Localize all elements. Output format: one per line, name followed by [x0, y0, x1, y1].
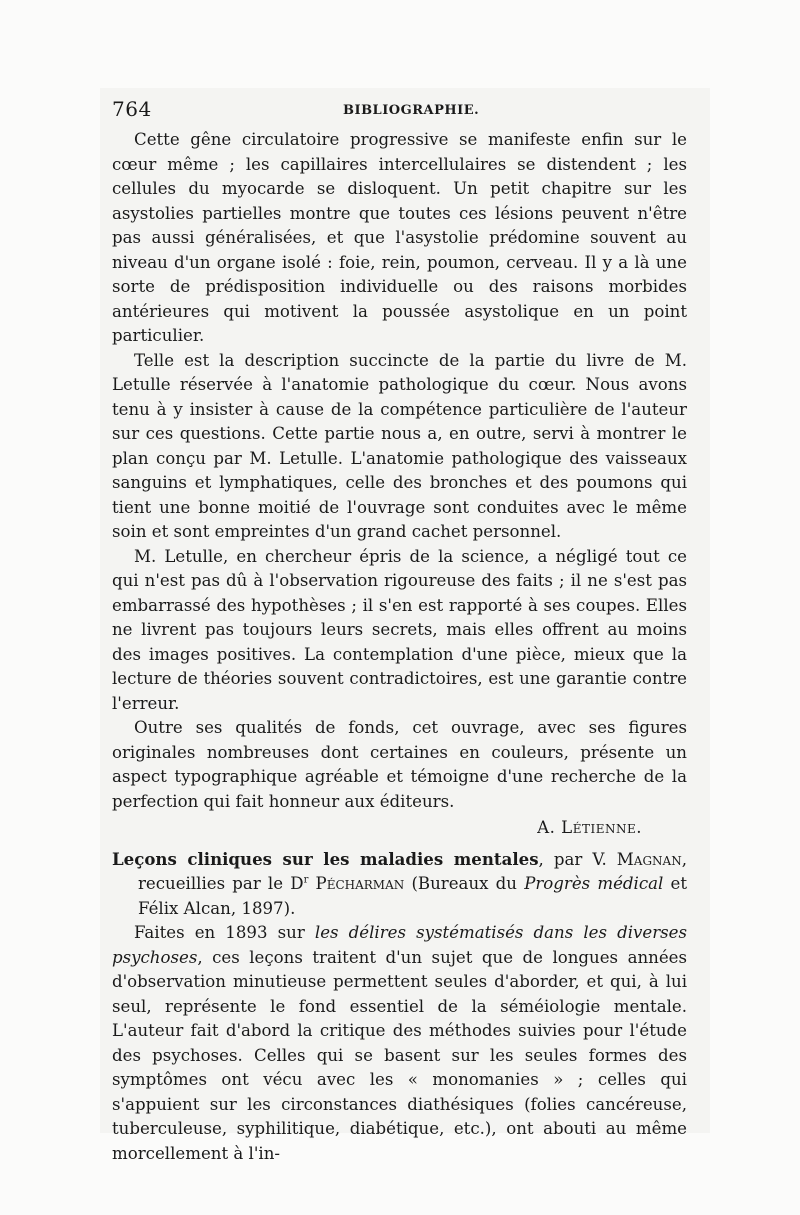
review-signature [112, 816, 687, 841]
entry-author: Magnan [616, 849, 682, 869]
paragraph-2: Telle est la description succincte de la partie du livre de M. Letulle réservée à l'anatomie pathologique du cœur. Nous avons tenu à y insister à cause de la compétence particulière de l'auteur sur ces questions. Cette partie nous a, en outre, servi à montrer le plan conçu par M. Letulle. L'anatomie pathologique des vaisseaux sanguins et lymphatiques, celle des bronches et des poumons qui tient une bonne moitié de l'ouvrage sont conduites avec le même soin et sont empreintes d'un grand cachet personnel. [112, 350, 687, 541]
paragraph-4: Outre ses qualités de fonds, cet ouvrage, avec ses figures originales nombreuses dont certaines en couleurs, présente un aspect typographique agréable et témoigne d'une recherche de la perfection qui fait honneur aux éditeurs. [112, 718, 687, 811]
running-head: BIBLIOGRAPHIE. [343, 103, 480, 118]
entry-para-start: Faites en 1893 sur [134, 923, 315, 942]
body-text [112, 128, 687, 1166]
page-header [112, 97, 687, 123]
entry-editor: Pécharman [315, 874, 405, 893]
entry-journal: Progrès médical [524, 874, 664, 893]
entry-text-bureaux: (Bureaux du [404, 874, 525, 893]
signature-initial: A. [537, 818, 562, 837]
entry-text-recueillies: , recueillies par le D [138, 849, 687, 893]
entry-para-italic: les délires systématisés dans les diverses psychoses [112, 923, 687, 967]
entry-text-par: , par V. [538, 849, 617, 869]
paragraph-1: Cette gêne circulatoire progressive se manifeste enfin sur le cœur même ; les capillaires intercellulaires se distendent ; les cellules du myocarde se disloquent. Un petit chapitre sur les asystolies partielles montre que toutes ces lésions peuvent n'être pas aussi généralisées, et que l'asystolie prédomine souvent au niveau d'un organe isolé : foie, rein, poumon, cerveau. Il y a là une sorte de prédisposition individuelle ou des raisons morbides antérieures qui motivent la poussée asystolique en un point particulier. [112, 130, 687, 345]
paragraph-3: M. Letulle, en chercheur épris de la science, a négligé tout ce qui n'est pas dû à l'observation rigoureuse des faits ; il ne s'est pas embarrassé des hypothèses ; il s'en est rapporté à ses coupes. Elles ne livrent pas toujours leurs secrets, mais elles offrent au moins des images positives. La contemplation d'une pièce, mieux que la lecture de théories souvent contradictoires, est une garantie contre l'erreur. [112, 546, 687, 713]
entry-text-end: et Félix Alcan, 1897). [138, 874, 688, 918]
page-number: 764 [112, 97, 152, 121]
entry-doctor-sup: r [303, 874, 309, 886]
entry-para-rest: , ces leçons traitent d'un sujet que de longues années d'observation minutieuse permettent seules d'aborder, et qui, à lui seul, représente le fond essentiel de la séméiologie mentale. L'auteur fait d'abord la critique des méthodes suivies pour l'étude des psychoses. Celles qui se basent sur les seules formes des symptômes ont vécu avec les « monomanies » ; celles qui s'appuient sur les circonstances diathésiques (folies cancéreuse, tuberculeuse, syphilitique, diabétique, etc.), ont abouti au même morcellement à l'in- [112, 947, 687, 1163]
signature-name: Létienne. [561, 818, 642, 837]
entry-title: Leçons cliniques sur les maladies mentales [112, 848, 539, 869]
bibliography-entry [112, 847, 687, 922]
entry-text-space [308, 874, 315, 893]
entry-paragraph [112, 921, 687, 1166]
